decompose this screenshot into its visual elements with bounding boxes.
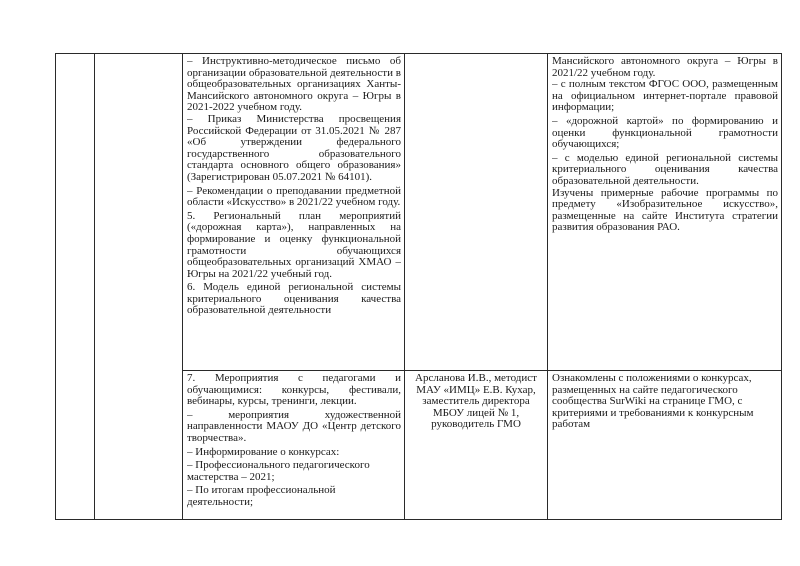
content-paragraph: – Приказ Министерства просвещения Российской Федерации от 31.05.2021 № 287 «Об утверждении федерального государственного образовательного стандарта основного общего образования» (Зарегистрирован 05.07.2021 № 64101).	[187, 112, 401, 183]
table-cell-number	[56, 54, 94, 521]
table-cell-result	[552, 56, 778, 368]
result-paragraph: – «дорожной картой» по формированию и оценки функциональной грамотности обучающихся;	[552, 114, 778, 151]
column-divider-2	[182, 54, 183, 519]
result-paragraph: – с моделью единой региональной системы критериального оценивания качества образовательной деятельности.	[552, 151, 778, 187]
result-paragraph: Изучены примерные рабочие программы по предмету «Изобразительное искусство», размещенные на сайте Института стратегии развития образования РАО.	[552, 186, 778, 234]
content-paragraph: – Профессионального педагогического мастерства – 2021;	[187, 459, 370, 483]
row-divider	[182, 370, 781, 371]
table-cell-content	[187, 373, 401, 519]
responsible-persons: Арсланова И.В., методист МАУ «ИМЦ» Е.В. Кухар, заместитель директора МБОУ лицей № 1, руководитель ГМО	[415, 373, 537, 431]
result-paragraph: Мансийского автономного округа – Югры в 2021/22 учебном году.	[552, 56, 778, 79]
table-cell-responsible	[408, 56, 544, 368]
content-paragraph: – По итогам профессиональной деятельности;	[187, 484, 336, 508]
content-paragraph: 5. Региональный план мероприятий («дорожная карта»), направленных на формирование и оценку функциональной грамотности обучающихся общеобразовательных организаций ХМАО – Югры на 2021/22 учебный год.	[187, 209, 401, 280]
result-paragraph: – с полным текстом ФГОС ООО, размещенным на официальном интернет-портале правовой информации;	[552, 78, 778, 114]
result-paragraph: Ознакомлены с положениями о конкурсах, размещенных на сайте педагогического сообщества SurWiki на странице ГМО, с критериями и требованиями к конкурсным работам	[552, 373, 754, 431]
content-paragraph: – Рекомендации о преподавании предметной области «Искусство» в 2021/22 учебном году.	[187, 184, 401, 209]
column-divider-3	[404, 54, 405, 519]
content-paragraph: – Информирование о конкурсах:	[187, 445, 340, 458]
content-paragraph: 7. Мероприятия с педагогами и обучающимися: конкурсы, фестивали, вебинары, курсы, тренинги, лекции.	[187, 373, 401, 408]
table-cell-responsible	[408, 373, 544, 519]
table-cell-result	[552, 373, 778, 519]
column-divider-4	[547, 54, 548, 519]
activity-table	[55, 53, 782, 520]
table-cell-content	[187, 56, 401, 368]
content-paragraph: – мероприятия художественной направленности МАОУ ДО «Центр детского творчества».	[187, 408, 401, 444]
table-cell-section	[94, 54, 182, 521]
content-paragraph: 6. Модель единой региональной системы критериального оценивания качества образовательной деятельности	[187, 281, 401, 317]
content-paragraph: – Инструктивно-методическое письмо об организации образовательной деятельности в общеобразовательных организациях Ханты-Мансийского автономного округа – Югры в 2021-2022 учебном году.	[187, 56, 401, 114]
